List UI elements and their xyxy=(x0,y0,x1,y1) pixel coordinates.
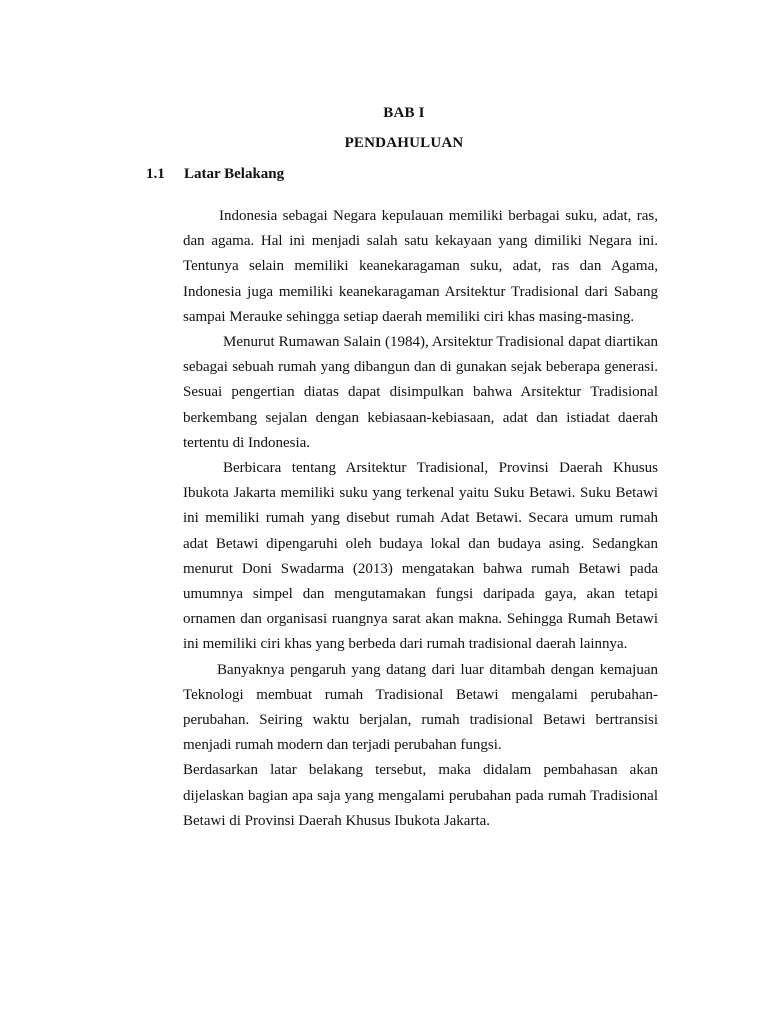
paragraph-4: Banyaknya pengaruh yang datang dari luar ditambah dengan kemajuan Teknologi membuat rumah Tradisional Betawi mengalami perubahan- perubahan. Seiring waktu berjalan, rumah tradisional Betawi bertransisi menjadi rumah modern dan terjadi perubahan fungsi. xyxy=(183,661,658,754)
paragraph-5: Berdasarkan latar belakang tersebut, maka didalam pembahasan akan dijelaskan bagian apa saja yang mengalami perubahan pada rumah Tradisional Betawi di Provinsi Daerah Khusus Ibukota Jakarta. xyxy=(183,762,658,829)
paragraph-1: Indonesia sebagai Negara kepulauan memiliki berbagai suku, adat, ras, dan agama. Hal ini menjadi salah satu kekayaan yang dimiliki Negara ini. Tentunya selain memiliki keanekaragaman suku, adat, ras dan Agama, Indonesia juga memiliki keanekaragaman Arsitektur Tradisional dari Sabang sampai Merauke sehingga setiap daerah memiliki ciri khas masing-masing. xyxy=(183,208,658,325)
chapter-title: PENDAHULUAN xyxy=(344,135,464,151)
section-title: Latar Belakang xyxy=(184,166,285,182)
section-number: 1.1 xyxy=(146,166,165,182)
body-text xyxy=(183,204,658,834)
section-heading xyxy=(146,166,284,183)
paragraph-3: Berbicara tentang Arsitektur Tradisional, Provinsi Daerah Khusus Ibukota Jakarta memiliki suku yang terkenal yaitu Suku Betawi. Suku Betawi ini memiliki rumah yang disebut rumah Adat Betawi. Secara umum rumah adat Betawi dipengaruhi oleh budaya lokal dan budaya asing. Sedangkan menurut Doni Swadarma (2013) mengatakan bahwa rumah Betawi pada umumnya simpel dan mengutamakan fungsi daripada gaya, akan tetapi ornamen dan organisasi ruangnya sarat akan makna. Sehingga Rumah Betawi ini memiliki ciri khas yang berbeda dari rumah tradisional daerah lainnya. xyxy=(183,460,658,653)
chapter-number: BAB I xyxy=(383,105,425,121)
paragraph-2: Menurut Rumawan Salain (1984), Arsitektur Tradisional dapat diartikan sebagai sebuah rumah yang dibangun dan di gunakan sejak beberapa generasi. Sesuai pengertian diatas dapat disimpulkan bahwa Arsitektur Tradisional berkembang sejalan dengan kebiasaan-kebiasaan, adat dan istiadat daerah tertentu di Indonesia. xyxy=(183,334,658,451)
